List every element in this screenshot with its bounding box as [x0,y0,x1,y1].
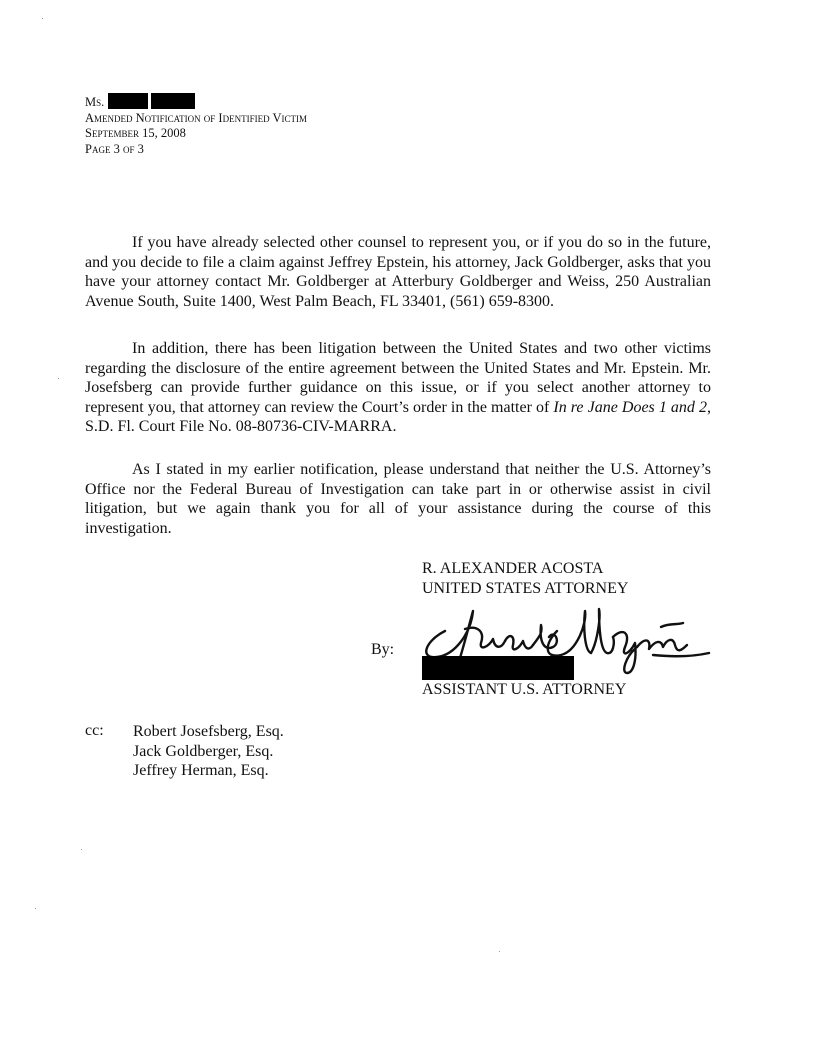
paragraph-text: As I stated in my earlier notification, please understand that neither the U.S. Attorney’s Office nor the Federal Bureau of Investigation can take part in or otherwise assist in civil litigation, but we again thank you for all of your assistance during the course of this investigation. [85,461,711,537]
signer-name-redaction [422,656,574,680]
signer-title: ASSISTANT U.S. ATTORNEY [422,681,627,698]
text-run: In addition, there has been litigation between the United States and two other victims regarding the disclosure of the entire agreement between the United States and Mr. Epstein. Mr. Josefsberg can provide further guidance on this issue, or if you select another attorney to represent you, that attorney can review the Court’s order in the matter of [85,340,711,416]
paragraph-text [85,339,711,437]
cc-recipient: Jeffrey Herman, Esq. [133,762,269,779]
recipient-line [85,93,307,111]
by-label: By: [371,641,395,658]
us-attorney-name: R. ALEXANDER ACOSTA [422,560,604,577]
signature-block [422,559,628,598]
us-attorney-title: UNITED STATES ATTORNEY [422,579,629,597]
scan-speck [499,951,500,952]
scan-speck [58,378,59,379]
subject-line: Amended Notification of Identified Victim [85,110,308,125]
cc-label: cc: [85,722,104,739]
salutation: Ms. [85,95,105,109]
paragraph-counsel [85,233,711,311]
paragraph-text: If you have already selected other counsel to represent you, or if you do so in the future, and you decide to file a claim against Jeffrey Epstein, his attorney, Jack Goldberger, asks that you have your attorney contact Mr. Goldberger at Atterbury Goldberger and Weiss, 250 Australian Avenue South, Suite 1400, West Palm Beach, FL 33401, (561) 659-8300. [85,234,711,310]
cc-list [133,722,284,781]
case-name: In re Jane Does 1 and 2 [553,398,707,416]
cc-recipient: Jack Goldberger, Esq. [133,742,274,760]
redaction-bar [108,93,148,109]
page-number: Page 3 of 3 [85,141,144,156]
letter-header [85,93,307,157]
redaction-bar [151,93,195,109]
scan-speck [81,849,82,850]
scan-speck [35,908,36,909]
paragraph-closing [85,460,711,538]
paragraph-litigation [85,339,711,437]
cc-recipient: Robert Josefsberg, Esq. [133,723,284,740]
scan-speck [42,18,43,19]
text-run: , S.D. Fl. Court File No. 08-80736-CIV-MARRA. [85,398,711,435]
date-line: September 15, 2008 [85,126,186,140]
